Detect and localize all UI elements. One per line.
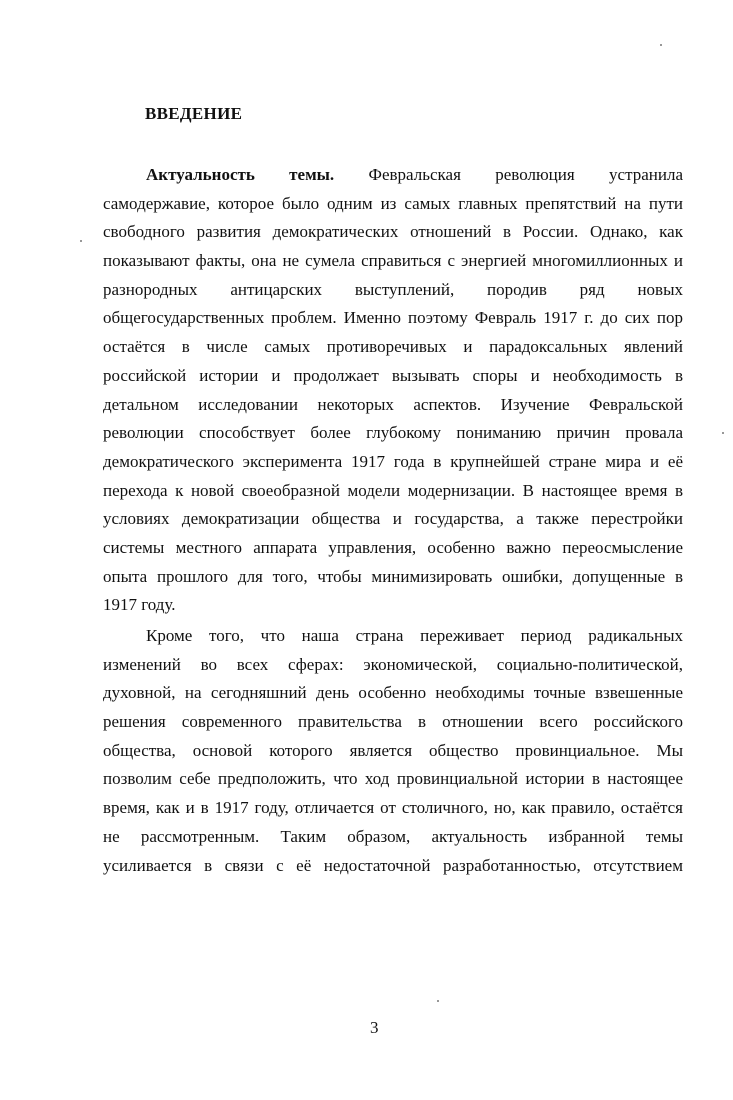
paragraph-line: революции способствует более глубокому пониманию причин провала	[103, 423, 683, 443]
paragraph-line: усиливается в связи с её недостаточной разработанностью, отсутствием	[103, 855, 683, 875]
paragraph-line: самодержавие, которое было одним из самых главных препятствий на пути	[103, 193, 683, 213]
paragraph-line: российской истории и продолжает вызывать споры и необходимость в	[103, 365, 683, 385]
paragraph-line: общества, основой которого является общество провинциальное. Мы	[103, 740, 683, 760]
paragraph-line: Актуальность темы. Февральская революция устранила	[146, 165, 683, 184]
section-heading: ВВЕДЕНИЕ	[145, 104, 243, 123]
paragraph-line: 1917 году.	[103, 595, 176, 615]
paragraph-line: остаётся в числе самых противоречивых и парадоксальных явлений	[103, 337, 683, 357]
paragraph-line: время, как и в 1917 году, отличается от столичного, но, как правило, остаётся	[103, 798, 683, 818]
paragraph-line: условиях демократизации общества и государства, а также перестройки	[103, 509, 683, 529]
paragraph-line: демократического эксперимента 1917 года в крупнейшей стране мира и её	[103, 451, 683, 471]
paragraph-line: детальном исследовании некоторых аспектов. Изучение Февральской	[103, 394, 683, 414]
paragraph-line: не рассмотренным. Таким образом, актуальность избранной темы	[103, 826, 683, 846]
scan-speck	[437, 1000, 439, 1002]
paragraph-line: опыта прошлого для того, чтобы минимизировать ошибки, допущенные в	[103, 566, 683, 586]
scan-speck	[660, 44, 662, 46]
lead-bold-phrase: Актуальность темы.	[146, 165, 335, 184]
paragraph-relevance	[103, 161, 683, 620]
paragraph-line: системы местного аппарата управления, особенно важно переосмысление	[103, 537, 683, 557]
paragraph-line: позволим себе предположить, что ход провинциальной истории в настоящее	[103, 769, 683, 789]
paragraph-context	[103, 622, 683, 880]
paragraph-line: разнородных антицарских выступлений, породив ряд новых	[103, 279, 683, 299]
paragraph-line: общегосударственных проблем. Именно поэтому Февраль 1917 г. до сих пор	[103, 308, 683, 328]
paragraph-line: Кроме того, что наша страна переживает период радикальных	[146, 626, 683, 645]
paragraph-line: свободного развития демократических отношений в России. Однако, как	[103, 222, 683, 242]
scan-speck	[722, 432, 724, 434]
paragraph-line: показывают факты, она не сумела справиться с энергией многомиллионных и	[103, 251, 683, 271]
paragraph-line: решения современного правительства в отношении всего российского	[103, 712, 683, 732]
page-number: 3	[370, 1018, 379, 1037]
paragraph-line: изменений во всех сферах: экономической, социально-политической,	[103, 654, 683, 674]
scan-speck	[80, 240, 82, 242]
paragraph-line: духовной, на сегодняшний день особенно необходимы точные взвешенные	[103, 683, 683, 703]
paragraph-line: перехода к новой своеобразной модели модернизации. В настоящее время в	[103, 480, 683, 500]
